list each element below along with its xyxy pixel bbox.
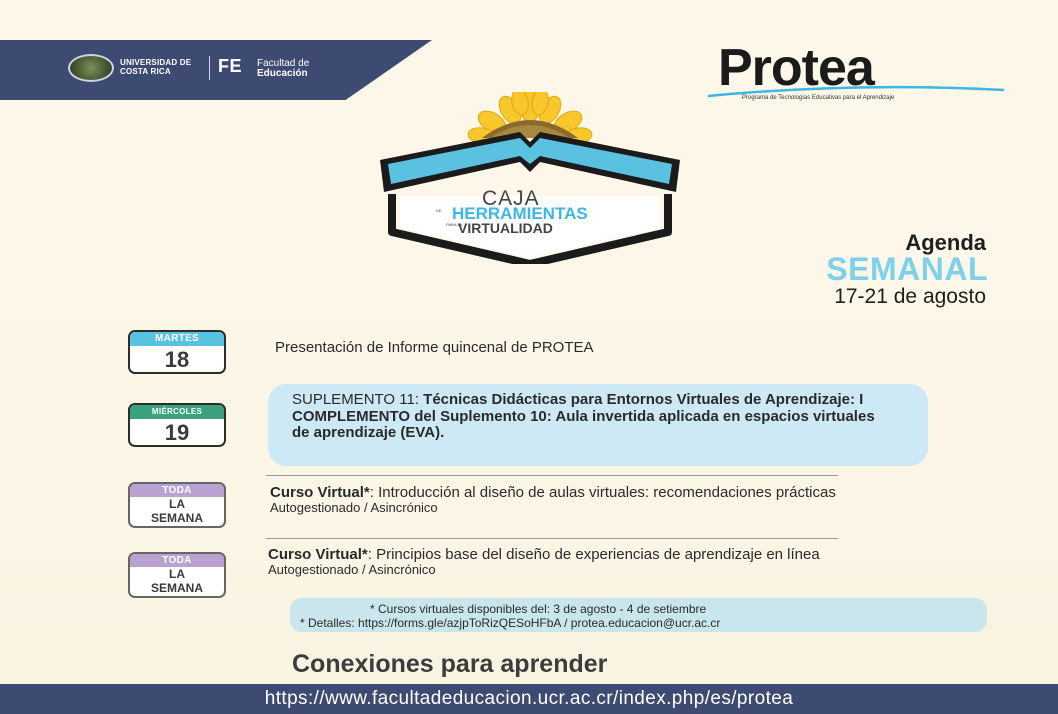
course-item <box>270 485 890 515</box>
agenda-label: Agenda <box>905 230 986 255</box>
caja-de-label: DE <box>436 208 442 213</box>
course-title: : Principios base del diseño de experiencias de aprendizaje en línea <box>367 546 820 563</box>
header-banner <box>0 40 432 100</box>
ucr-seal-icon <box>68 54 114 82</box>
fe-line2: Educación <box>257 68 308 79</box>
calendar-badge-martes <box>128 330 226 374</box>
caja-herramientas-graphic <box>370 92 690 264</box>
badge-bottom-label: SEMANA <box>150 581 203 595</box>
course-item <box>268 547 918 577</box>
caja-herramientas-label: HERRAMIENTAS <box>452 204 588 223</box>
protea-logo: Protea <box>718 39 874 97</box>
calendar-badge-toda-la-semana <box>128 482 226 528</box>
ucr-line2: COSTA RICA <box>120 67 171 76</box>
calendar-day-number: 19 <box>164 420 190 445</box>
sunflower-icon <box>467 92 593 146</box>
footer-url-link[interactable]: https://www.facultadeducacion.ucr.ac.cr/index.php/es/protea <box>264 688 794 709</box>
calendar-day-label: MARTES <box>130 332 224 346</box>
fe-logo-mark: FE <box>218 56 243 76</box>
logo-divider <box>209 56 210 80</box>
suplemento-title: Técnicas Didácticas para Entornos Virtuales de Aprendizaje: I COMPLEMENTO del Suplemento 10: Aula invertida aplicada en espacios virtuales de aprendizaje (EVA). <box>292 391 875 441</box>
notes-details[interactable]: * Detalles: https://forms.gle/azjpToRizQESoHFbA / protea.educacion@ucr.ac.cr <box>300 616 721 630</box>
caja-para-la-label: PARA LA <box>446 222 463 227</box>
fe-logo-text <box>257 59 309 79</box>
divider-line <box>266 475 838 476</box>
ucr-logo-text <box>120 58 191 76</box>
course-label: Curso Virtual* <box>268 546 368 563</box>
ucr-line1: UNIVERSIDAD DE <box>120 58 192 67</box>
course-mode: Autogestionado / Asincrónico <box>270 500 438 515</box>
calendar-day-number: 18 <box>164 347 190 372</box>
badge-bottom-label: SEMANA <box>150 511 203 525</box>
badge-top-label: TODA <box>130 484 224 497</box>
agenda-dates: 17-21 de agosto <box>834 285 986 308</box>
calendar-badge-toda-la-semana <box>128 552 226 598</box>
course-label: Curso Virtual* <box>270 484 370 501</box>
semanal-label: SEMANAL <box>826 251 988 287</box>
calendar-badge-miercoles <box>128 403 226 447</box>
badge-mid-label: LA <box>169 567 185 581</box>
toolbox-lid-icon <box>380 132 680 192</box>
divider-line <box>266 538 838 539</box>
caja-title: CAJA <box>482 187 540 210</box>
calendar-day-label: MIÉRCOLES <box>130 405 224 419</box>
suplemento-prefix: SUPLEMENTO 11: <box>292 391 424 408</box>
caja-virtualidad-label: VIRTUALIDAD <box>458 220 553 236</box>
protea-subtitle: Programa de Tecnologías Educativas para el Aprendizaje <box>742 95 895 101</box>
fe-line1: Facultad de <box>257 58 310 69</box>
event-text-martes: Presentación de Informe quincenal de PROTEA <box>275 339 594 356</box>
badge-top-label: TODA <box>130 554 224 567</box>
notes-availability: * Cursos virtuales disponibles del: 3 de agosto - 4 de setiembre <box>370 602 707 616</box>
badge-mid-label: LA <box>169 497 185 511</box>
course-title: : Introducción al diseño de aulas virtuales: recomendaciones prácticas <box>369 484 836 501</box>
tagline: Conexiones para aprender <box>292 650 608 678</box>
suplemento-text <box>292 392 892 442</box>
course-mode: Autogestionado / Asincrónico <box>268 562 436 577</box>
